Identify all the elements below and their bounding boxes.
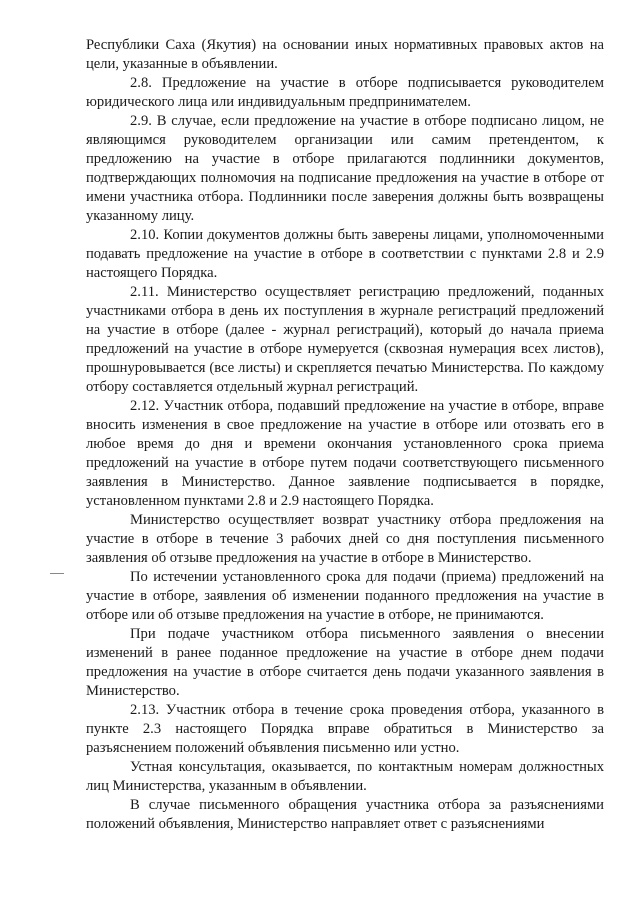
- paragraph-written-request: В случае письменного обращения участника отбора за разъяснениями положений объявления, Министерство направляет ответ с разъяснениями: [86, 797, 604, 832]
- paragraph-oral-consultation: Устная консультация, оказывается, по контактным номерам должностных лиц Министерства, указанным в объявлении.: [86, 759, 604, 794]
- scan-mark: [50, 573, 64, 574]
- paragraph-2-13: 2.13. Участник отбора в течение срока проведения отбора, указанного в пункте 2.3 настоящего Порядка вправе обратиться в Министерство за разъяснением положений объявления письменно или устно.: [86, 702, 604, 756]
- paragraph-2-8: 2.8. Предложение на участие в отборе подписывается руководителем юридического лица или индивидуальным предпринимателем.: [86, 75, 604, 110]
- paragraph-2-10: 2.10. Копии документов должны быть заверены лицами, уполномоченными подавать предложение на участие в отборе в соответствии с пунктами 2.8 и 2.9 настоящего Порядка.: [86, 227, 604, 281]
- paragraph-2-12: 2.12. Участник отбора, подавший предложение на участие в отборе, вправе вносить изменения в свое предложение на участие в отборе или отозвать его в любое время до дня и времени окончания установленного срока приема предложений на участие в отборе путем подачи соответствующего письменного заявления в Министерство. Данное заявление подписывается в порядке, установленном пунктами 2.8 и 2.9 настоящего Порядка.: [86, 398, 604, 509]
- paragraph-return: Министерство осуществляет возврат участнику отбора предложения на участие в отборе в течение 3 рабочих дней со дня поступления письменного заявления об отзыве предложения на участие в отборе в Министерство.: [86, 512, 604, 566]
- paragraph-2-11: 2.11. Министерство осуществляет регистрацию предложений, поданных участниками отбора в день их поступления в журнале регистраций предложений на участие в отборе (далее - журнал регистраций), который до начала приема предложений на участие в отборе нумеруется (сквозная нумерация всех листов), прошнуровывается (все листы) и скрепляется печатью Министерства. По каждому отбору составляется отдельный журнал регистраций.: [86, 284, 604, 395]
- paragraph-deadline: По истечении установленного срока для подачи (приема) предложений на участие в отборе, заявления об изменении поданного предложения на участие в отборе или об отзыве предложения на участие в отборе, не принимаются.: [86, 569, 604, 623]
- paragraph-2-9: 2.9. В случае, если предложение на участие в отборе подписано лицом, не являющимся руководителем организации или самим претендентом, к предложению на участие в отборе прилагаются подлинники документов, подтверждающих полномочия на подписание предложения на участие в отборе от имени участника отбора. Подлинники после заверения должны быть возвращены указанному лицу.: [86, 113, 604, 224]
- paragraph-changes: При подаче участником отбора письменного заявления о внесении изменений в ранее поданное предложение на участие в отборе днем подачи предложения на участие в отборе считается день подачи указанного заявления в Министерство.: [86, 626, 604, 699]
- paragraph-continuation: Республики Саха (Якутия) на основании иных нормативных правовых актов на цели, указанные в объявлении.: [86, 37, 604, 72]
